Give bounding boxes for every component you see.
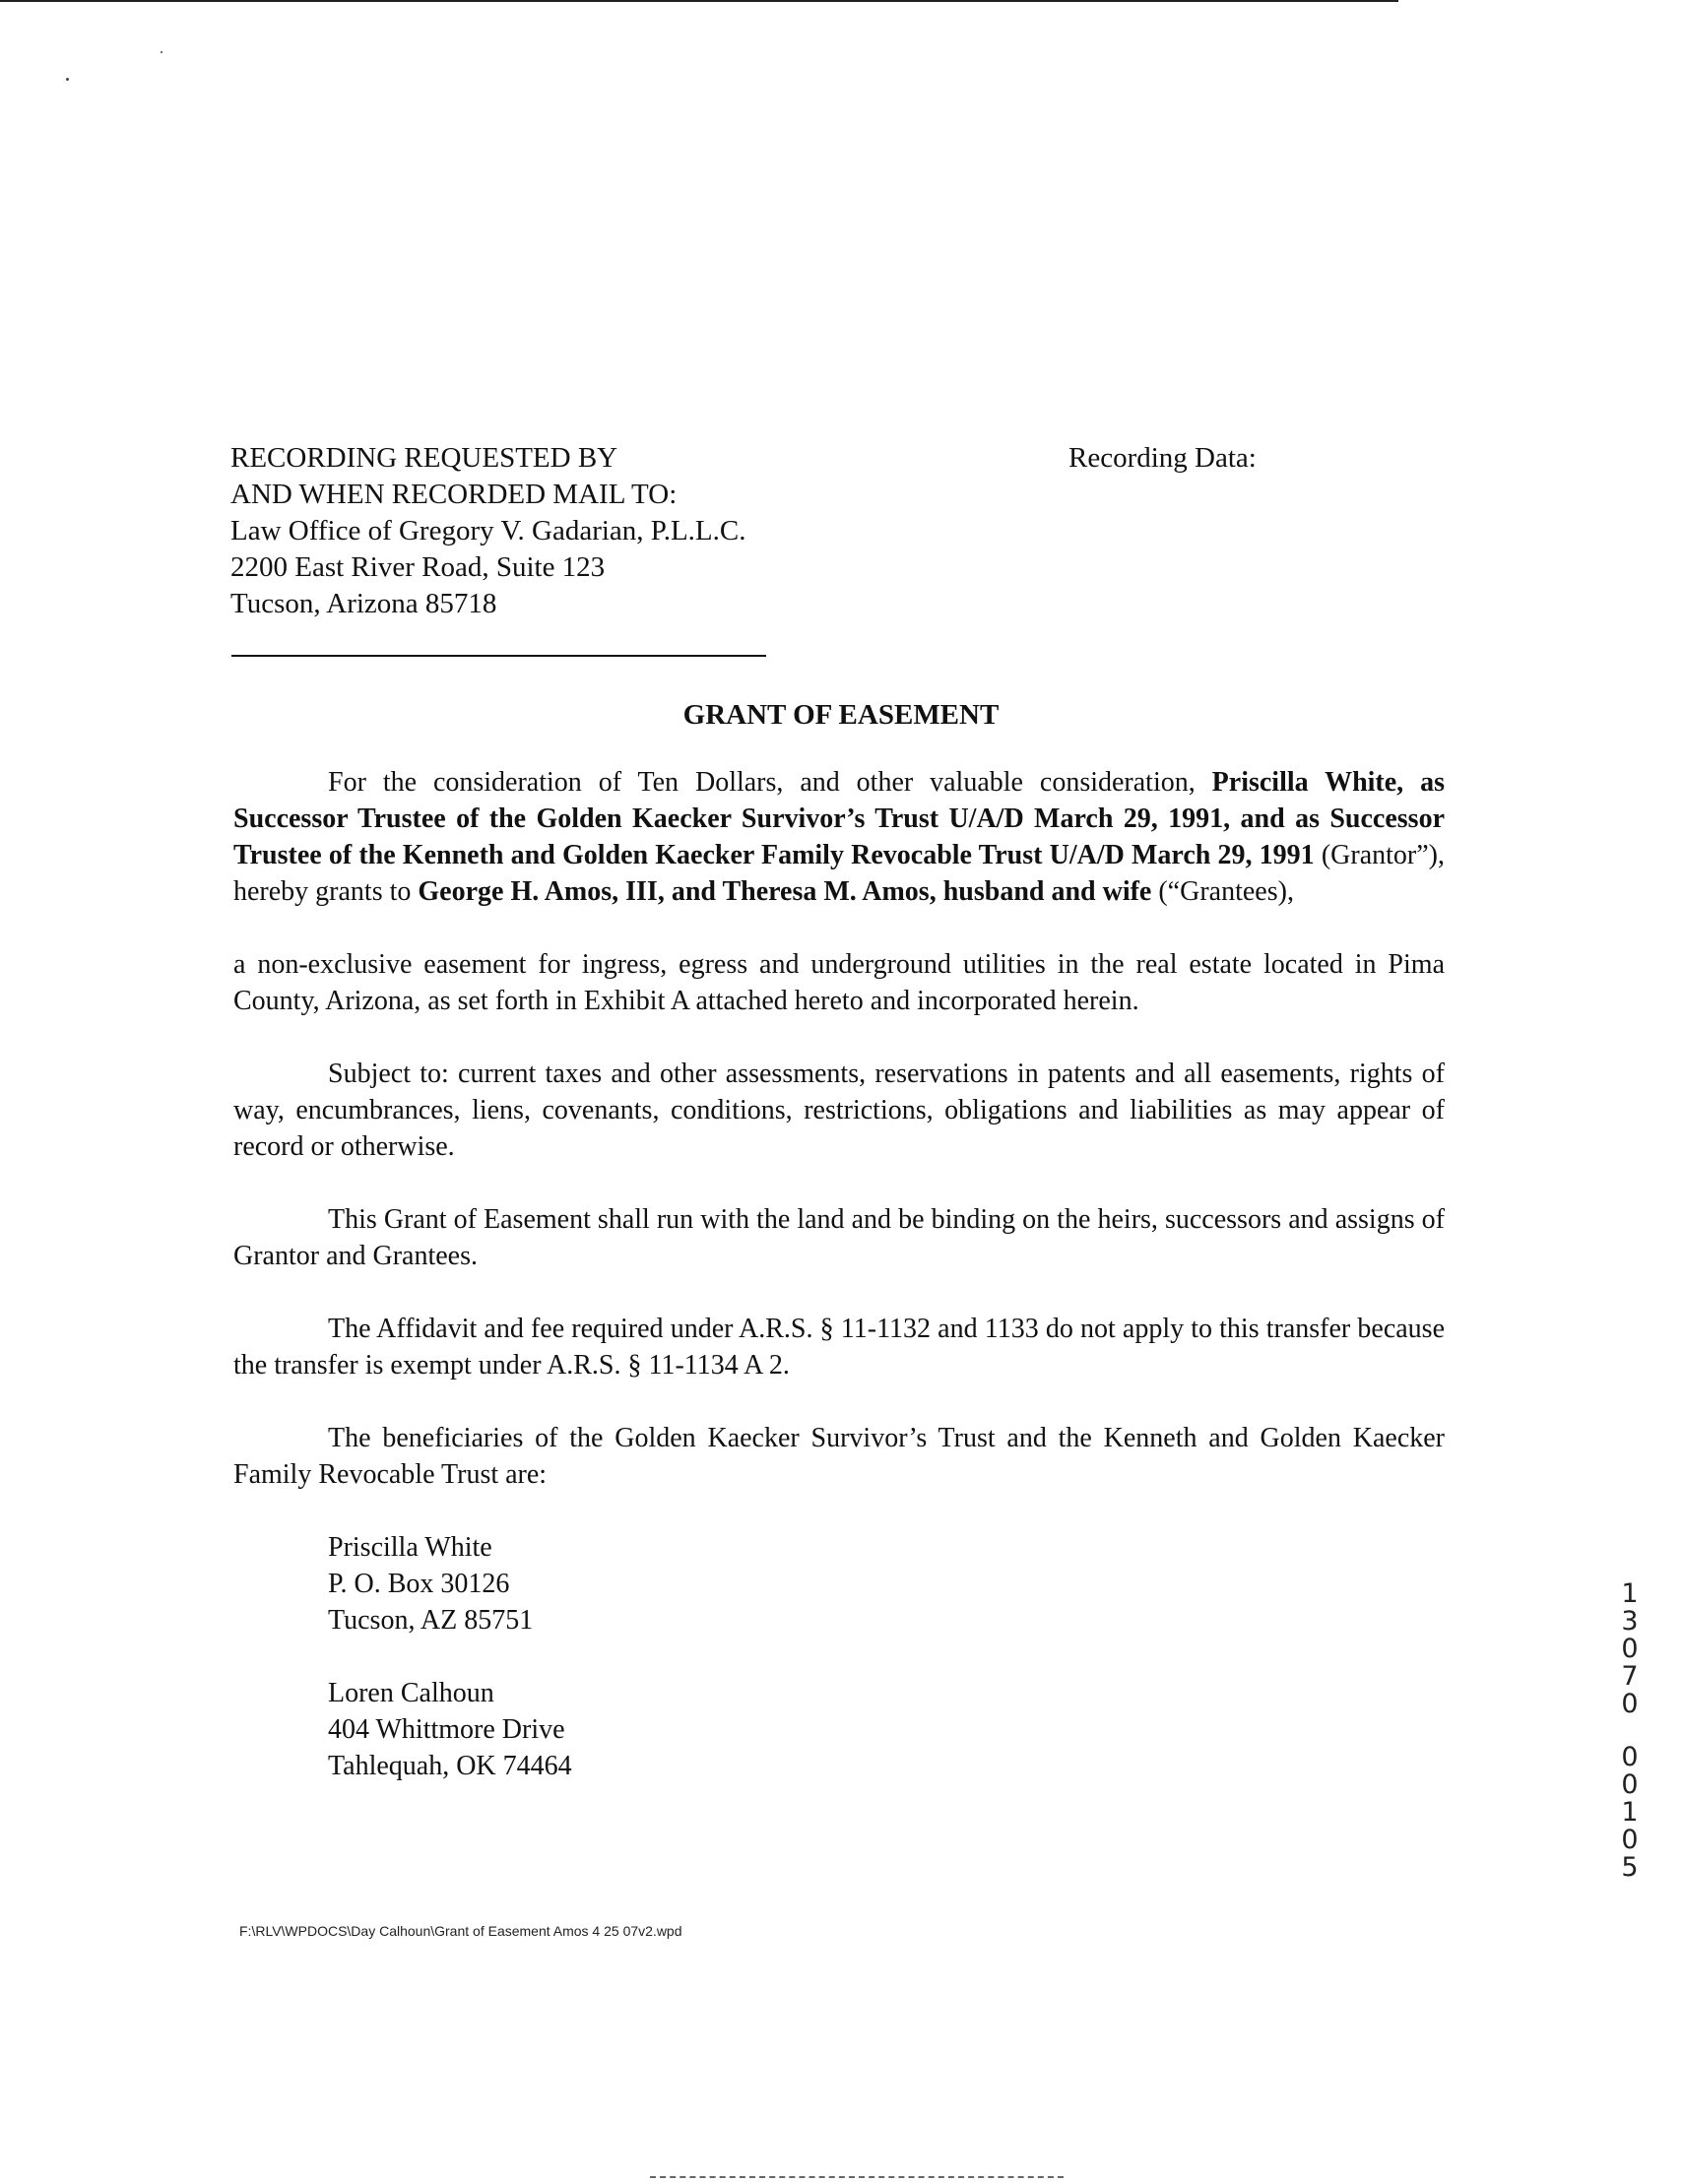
stamp-digit: 0: [1621, 1742, 1639, 1772]
stamp-digit: 7: [1621, 1661, 1639, 1692]
recording-requested-line: RECORDING REQUESTED BY: [230, 442, 618, 474]
beneficiary-city: Tahlequah, OK 74464: [328, 1751, 572, 1781]
document-body: [233, 764, 1445, 1821]
mail-to-line: AND WHEN RECORDED MAIL TO:: [230, 479, 678, 510]
stamp-digit: 0: [1621, 1689, 1639, 1719]
law-office-name: Law Office of Gregory V. Gadarian, P.L.L.C.: [230, 515, 746, 546]
scan-speck: [161, 51, 162, 53]
header-divider: [231, 655, 766, 657]
stamp-gap: [1615, 1718, 1645, 1744]
beneficiary-name: Loren Calhoun: [328, 1678, 494, 1708]
beneficiary-address: [328, 1675, 1445, 1784]
beneficiary-name: Priscilla White: [328, 1532, 492, 1563]
beneficiary-address: [328, 1529, 1445, 1638]
grantees-suffix: (“Grantees),: [1151, 876, 1294, 907]
stamp-digit: 3: [1621, 1606, 1639, 1637]
consideration-text: For the consideration of Ten Dollars, and other valuable consideration,: [328, 767, 1212, 798]
run-with-land-paragraph: This Grant of Easement shall run with the land and be binding on the heirs, successors and assigns of Grantor and Grantees.: [233, 1204, 1445, 1271]
recording-number-stamp: [1615, 1580, 1645, 1882]
stamp-digit: 1: [1621, 1578, 1639, 1609]
law-office-city: Tucson, Arizona 85718: [230, 588, 497, 619]
grantor-name: Priscilla White, as Successor Trustee of the Golden Kaecker Survivor’s Trust U/A/D March 29, 1991, and as Successor Trustee of the Kenneth and Golden Kaecker Family Revocable Trust U/A/D March 29, 1991: [233, 767, 1445, 870]
stamp-digit: 1: [1621, 1797, 1639, 1828]
document-title: GRANT OF EASEMENT: [682, 699, 1000, 731]
scan-speck: [66, 78, 69, 81]
subject-to-paragraph: Subject to: current taxes and other assessments, reservations in patents and all easements, rights of way, encumbrances, liens, covenants, conditions, restrictions, obligations and liabilities as may appear of record or otherwise.: [233, 1059, 1445, 1162]
stamp-digit: 0: [1621, 1769, 1639, 1800]
beneficiary-street: P. O. Box 30126: [328, 1569, 510, 1599]
beneficiary-street: 404 Whittmore Drive: [328, 1714, 565, 1745]
consideration-paragraph: [233, 764, 1445, 910]
stamp-digit: 0: [1621, 1634, 1639, 1664]
affidavit-paragraph: The Affidavit and fee required under A.R.S. § 11-1132 and 1133 do not apply to this transfer because the transfer is exempt under A.R.S. § 11-1134 A 2.: [233, 1314, 1445, 1381]
scan-edge-dashes: [650, 2176, 1064, 2178]
beneficiary-city: Tucson, AZ 85751: [328, 1605, 534, 1636]
stamp-digit: 5: [1621, 1852, 1639, 1883]
stamp-digit: 0: [1621, 1825, 1639, 1855]
scan-edge-line: [0, 0, 1398, 2]
grantor-suffix: (Grantor”), hereby grants to: [233, 840, 1446, 907]
recording-requested-block: [230, 440, 746, 622]
law-office-street: 2200 East River Road, Suite 123: [230, 551, 606, 583]
beneficiaries-paragraph: The beneficiaries of the Golden Kaecker Survivor’s Trust and the Kenneth and Golden Kaecker Family Revocable Trust are:: [233, 1423, 1445, 1490]
grantees-name: George H. Amos, III, and Theresa M. Amos, husband and wife: [418, 876, 1152, 907]
recording-data-label: Recording Data:: [1068, 442, 1257, 474]
easement-paragraph: a non-exclusive easement for ingress, egress and underground utilities in the real estate located in Pima County, Arizona, as set forth in Exhibit A attached hereto and incorporated herein.: [233, 949, 1445, 1016]
file-path-footer: F:\RLV\WPDOCS\Day Calhoun\Grant of Easement Amos 4 25 07v2.wpd: [239, 1923, 682, 1939]
